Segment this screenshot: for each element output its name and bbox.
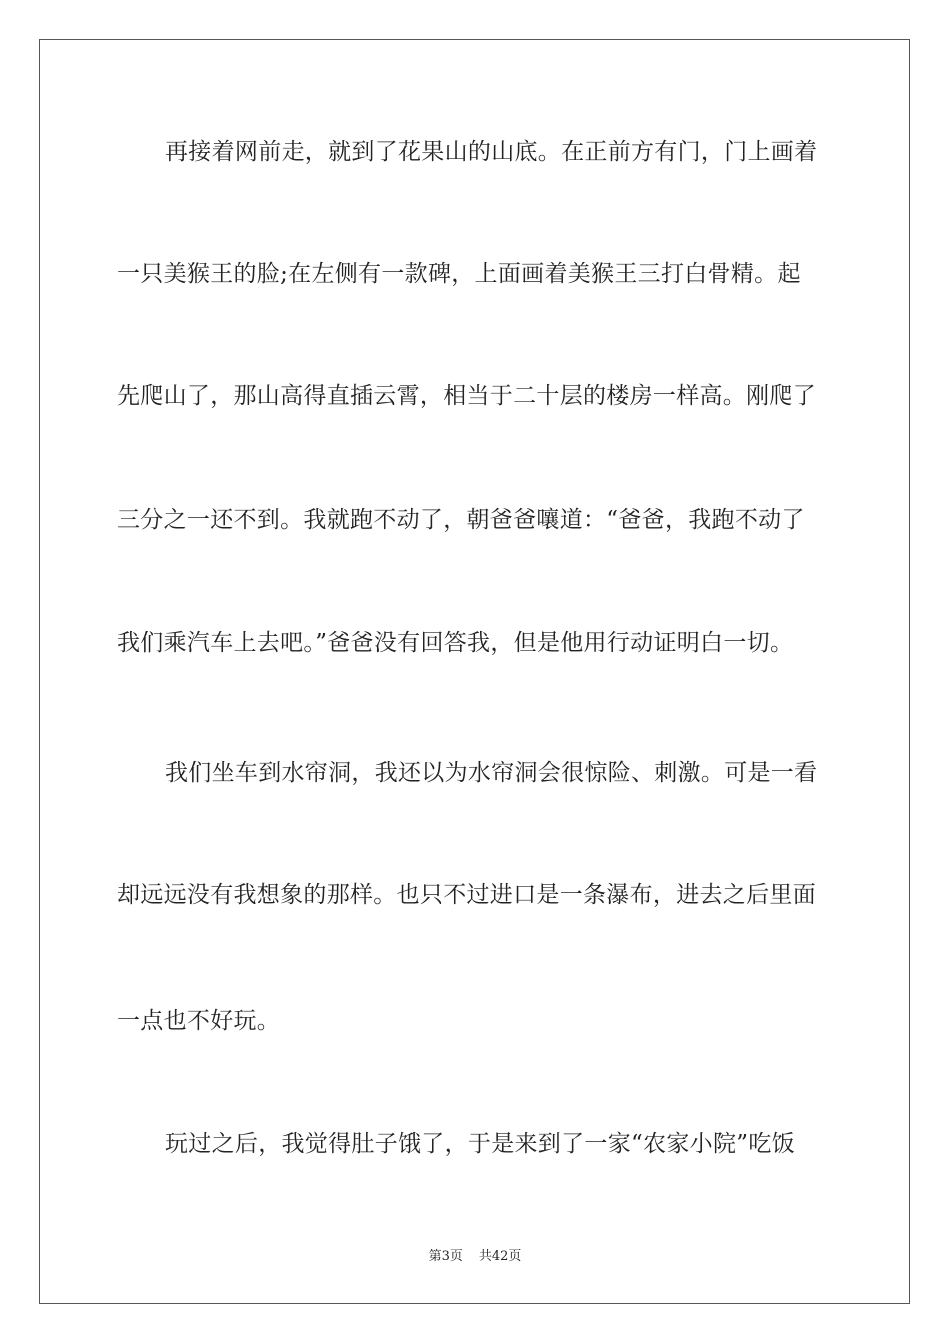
paragraph-1-line-4: 三分之一还不到。我就跑不动了，朝爸爸嚷道：“爸爸，我跑不动了 [117,507,805,533]
paragraph-1-line-2: 一只美猴王的脸;在左侧有一款碑，上面画着美猴王三打白骨精。起 [117,261,801,287]
paragraph-1-line-1: 再接着网前走，就到了花果山的山底。在正前方有门，门上画着 [165,139,818,165]
paragraph-2-line-1: 我们坐车到水帘洞，我还以为水帘洞会很惊险、刺激。可是一看 [165,760,818,786]
total-pages: 共42页 [478,1249,522,1264]
page-footer [0,1248,950,1266]
paragraph-1-line-5: 我们乘汽车上去吧。”爸爸没有回答我，但是他用行动证明白一切。 [117,630,794,656]
paragraph-2-line-3: 一点也不好玩。 [117,1008,281,1034]
paragraph-3-line-1: 玩过之后，我觉得肚子饿了，于是来到了一家“农家小院”吃饭 [165,1131,795,1157]
page-number: 第3页 [428,1249,463,1264]
paragraph-2-line-2: 却远远没有我想象的那样。也只不过进口是一条瀑布，进去之后里面 [117,882,816,908]
page-border [39,39,910,1304]
paragraph-1-line-3: 先爬山了，那山高得直插云霄，相当于二十层的楼房一样高。刚爬了 [117,383,816,409]
